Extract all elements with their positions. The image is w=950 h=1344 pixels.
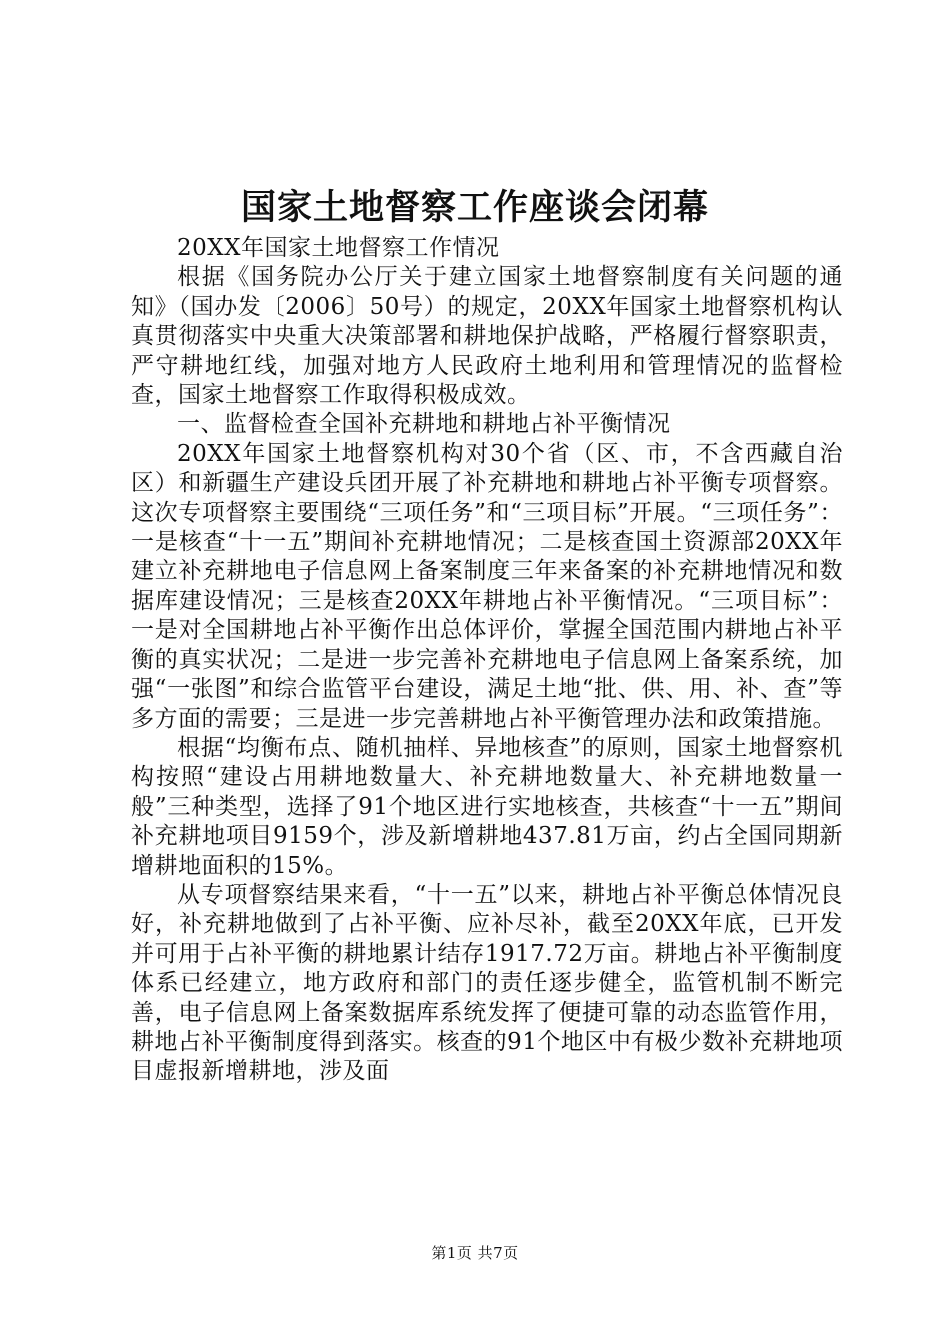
paragraph-special-inspection: 20XX年国家土地督察机构对30个省（区、市，不含西藏自治区）和新疆生产建设兵团开展了补充耕地和耕地占补平衡专项督察。这次专项督察主要围绕“三项任务”和“三项目标”开展。“三项任务”：一是核查“十一五”期间补充耕地情况；二是核查国土资源部20XX年建立补充耕地电子信息网上备案制度三年来备案的补充耕地情况和数据库建设情况；三是核查20XX年耕地占补平衡情况。“三项目标”：一是对全国耕地占补平衡作出总体评价，掌握全国范围内耕地占补平衡的真实状况；二是进一步完善补充耕地电子信息网上备案系统，加强“一张图”和综合监管平台建设，满足土地“批、供、用、补、查”等多方面的需要；三是进一步完善耕地占补平衡管理办法和政策措施。 [131, 440, 843, 732]
paragraph-sampling: 根据“均衡布点、随机抽样、异地核查”的原则，国家土地督察机构按照“建设占用耕地数量大、补充耕地数量大、补充耕地数量一般”三种类型，选择了91个地区进行实地核查，共核查“十一五”期间补充耕地项目9159个，涉及新增耕地437.81万亩，约占全国同期新增耕地面积的15%。 [131, 734, 843, 879]
paragraph-intro: 根据《国务院办公厅关于建立国家土地督察制度有关问题的通知》（国办发〔2006〕50号）的规定，20XX年国家土地督察机构认真贯彻落实中央重大决策部署和耕地保护战略，严格履行督察职责，严守耕地红线，加强对地方人民政府土地利用和管理情况的监督检查，国家土地督察工作取得积极成效。 [131, 264, 843, 409]
section-heading-overview: 20XX年国家土地督察工作情况 [177, 235, 500, 261]
section-heading-one: 一、监督检查全国补充耕地和耕地占补平衡情况 [177, 411, 671, 438]
document-title: 国家土地督察工作座谈会闭幕 [240, 187, 709, 228]
document-body [131, 234, 843, 1087]
paragraph-results: 从专项督察结果来看，“十一五”以来，耕地占补平衡总体情况良好，补充耕地做到了占补平衡、应补尽补，截至20XX年底，已开发并可用于占补平衡的耕地累计结存1917.72万亩。耕地占补平衡制度体系已经建立，地方政府和部门的责任逐步健全，监管机制不断完善，电子信息网上备案数据库系统发挥了便捷可靠的动态监管作用，耕地占补平衡制度得到落实。核查的91个地区中有极少数补充耕地项目虚报新增耕地，涉及面 [131, 881, 843, 1085]
page-number-footer: 第1页 共7页 [431, 1244, 519, 1262]
